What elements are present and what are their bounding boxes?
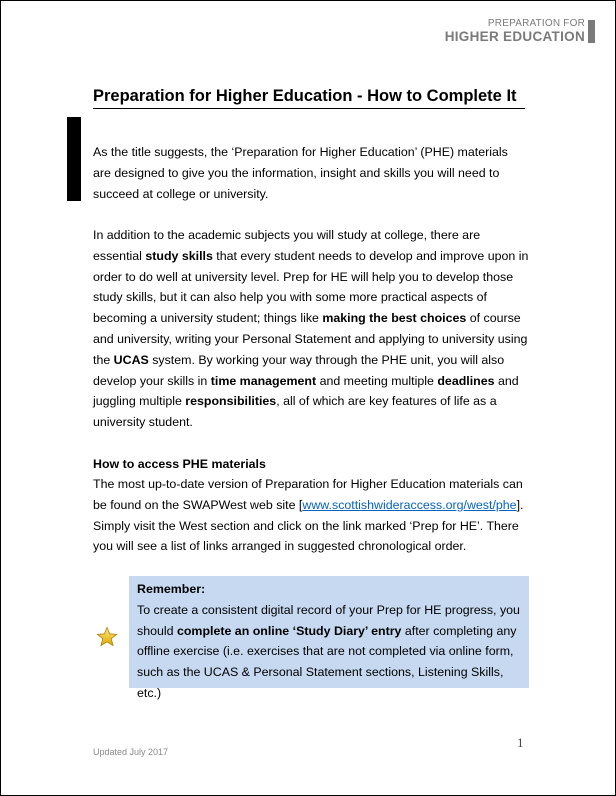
brand-line1: PREPARATION FOR <box>487 18 585 29</box>
updated-date: Updated July 2017 <box>93 747 169 757</box>
body-text: of course and university, writing your Personal Statement and applying to university using the <box>93 311 528 367</box>
body-bold: study skills <box>145 248 213 263</box>
remember-text-part: To create a consistent digital record of your Prep for HE progress, you should <box>137 602 520 638</box>
body-text: In addition to the academic subjects you will study at college, there are essential <box>93 228 481 263</box>
intro-paragraph: As the title suggests, the ‘Preparation for Higher Education’ (PHE) materials are designed to give you the information, insight and skills you will need to succeed at college or university. <box>93 145 508 201</box>
remember-text-part: after completing any offline exercise (i.e. exercises that are not completed via online form, such as the UCAS & Personal Statement sections, Listening Skills, etc.) <box>137 623 517 700</box>
remember-callout <box>129 576 529 700</box>
margin-bar <box>67 117 81 201</box>
body-bold: making the best choices <box>322 311 467 326</box>
remember-title: Remember: <box>137 582 206 596</box>
star-icon <box>96 626 118 648</box>
page-title: Preparation for Higher Education - How to Complete It <box>93 87 525 109</box>
body-text: , all of which are key features of life as a university student. <box>93 394 497 430</box>
access-text: The most up-to-date version of Preparation for Higher Education materials can be found on the SWAPWest web site [ <box>93 477 523 512</box>
body-bold: deadlines <box>437 373 495 388</box>
body-text: and meeting multiple <box>316 373 438 388</box>
body-bold: UCAS <box>113 352 149 367</box>
access-heading: How to access PHE materials <box>93 457 266 471</box>
body-bold: time management <box>210 373 317 388</box>
body-paragraph <box>93 225 529 433</box>
body-text: and juggling multiple <box>93 373 519 409</box>
remember-text <box>137 600 521 704</box>
brand-bar <box>588 20 595 43</box>
brand-logo <box>445 19 585 44</box>
access-paragraph <box>93 474 529 557</box>
brand-line2: HIGHER EDUCATION <box>444 29 585 44</box>
body-text: system. By working your way through the PHE unit, you will also develop your skills in <box>93 352 505 388</box>
phe-link[interactable]: www.scottishwideraccess.org/west/phe <box>302 497 517 512</box>
access-text: ]. Simply visit the West section and click on the link marked ‘Prep for HE’. There you will see a list of links arranged in suggested chronological order. <box>93 497 524 554</box>
body-text: that every student needs to develop and improve upon in order to do well at university level. Prep for HE will help you to develop those study skills, but it can also help you with some more practical aspects of becoming a university student; things like <box>93 248 529 326</box>
remember-bold: complete an online ‘Study Diary’ entry <box>176 623 402 638</box>
body-bold: responsibilities <box>185 394 277 409</box>
page-number: 1 <box>517 735 524 750</box>
